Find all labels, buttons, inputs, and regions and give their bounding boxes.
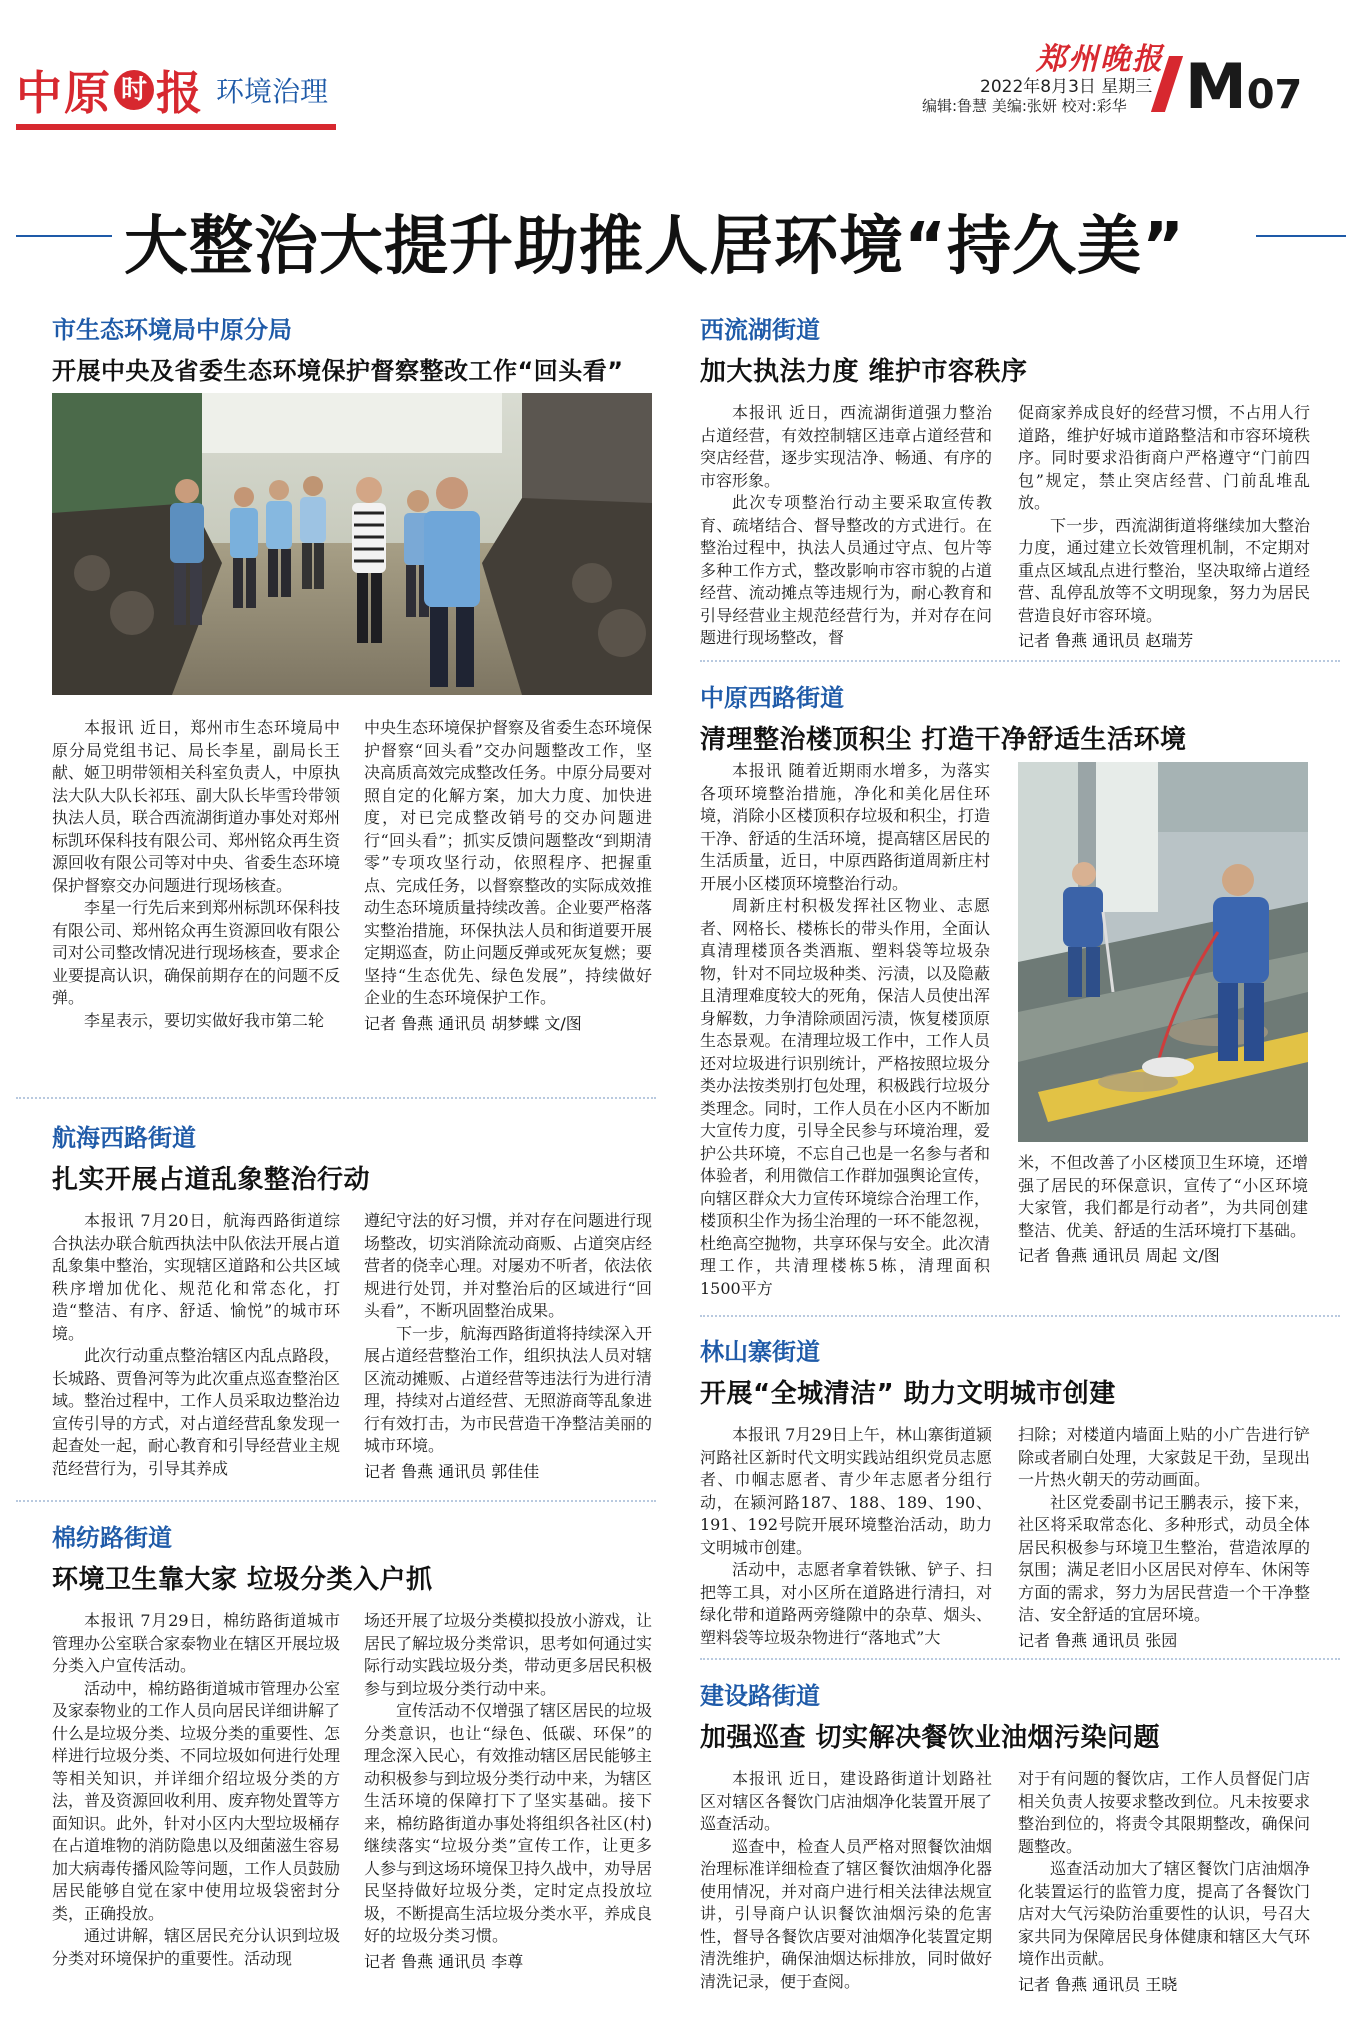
paragraph: 下一步，航海西路街道将持续深入开展占道经营整治工作，组织执法人员对辖区流动摊贩、占道经营等违法行为进行清理，持续对占道经营、无照游商等乱象进行有效打击，为市民营造干净整洁美丽的城市环境。 xyxy=(364,1323,653,1455)
article-headline: 开展“全城清洁” 助力文明城市创建 xyxy=(700,1379,1116,1409)
brand-end: 报 xyxy=(156,66,202,120)
article-column-1 xyxy=(52,717,340,1036)
article-byline: 记者 鲁燕 通讯员 王晓 xyxy=(1018,1974,1178,1994)
article-ecology-bureau-body xyxy=(52,717,652,1036)
article-zhongyuan-west xyxy=(700,678,1340,756)
page-header xyxy=(0,0,1358,140)
paragraph: 遵纪守法的好习惯，并对存在问题进行现场整改，切实消除流动商贩、占道突店经营者的侥幸心理。对屡劝不听者，依法依规进行处罚，并对整治后的区域进行“回头看”，不断巩固整治成果。 xyxy=(364,1211,653,1320)
paragraph: 活动中，棉纺路街道城市管理办公室及家泰物业的工作人员向居民详细讲解了什么是垃圾分类、垃圾分类的重要性、怎样进行垃圾分类、不同垃圾如何进行处理等相关知识，并详细介绍垃圾分类的方法，普及资源回收利用、废弃物处置等方面知识。此外，针对小区内大型垃圾桶存在占道堆物的消防隐患以及细菌滋生容易加大病毒传播风险等问题，工作人员鼓励居民能够自觉在家中使用垃圾袋密封分类，正确投放。 xyxy=(52,1678,341,1923)
section-divider xyxy=(700,1315,1340,1317)
page-title: 大整治大提升助推人居环境“持久美” xyxy=(124,210,1186,284)
article-column-2 xyxy=(1018,1768,1310,1997)
article-byline: 记者 鲁燕 通讯员 周起 文/图 xyxy=(1018,1246,1220,1265)
paragraph: 本报讯 近日，西流湖街道强力整治占道经营，有效控制辖区违章占道经营和突店经营，逐步实现洁净、畅通、有序的市容形象。 xyxy=(700,403,992,490)
article-hanghai-road xyxy=(52,1118,652,1484)
title-rule-left xyxy=(16,235,112,237)
article-byline: 记者 鲁燕 通讯员 李尊 xyxy=(364,1951,524,1971)
article-xiliuhu xyxy=(700,310,1310,653)
article-org: 市生态环境局中原分局 xyxy=(52,316,292,344)
section-divider xyxy=(700,1658,1340,1660)
article-org: 中原西路街道 xyxy=(700,684,844,712)
article-column-2 xyxy=(1018,402,1310,653)
paragraph: 宣传活动不仅增强了辖区居民的垃圾分类意识，也让“绿色、低碳、环保”的理念深入民心，有效推动辖区居民能够主动积极参与到垃圾分类行动中来，为辖区生活环境的保障打下了坚实基础。接下来，棉纺路街道办事处将组织各社区(村)继续落实“垃圾分类”宣传工作，让更多人参与到这场环境保卫持久战中，劝导居民坚持做好垃圾分类，定时定点投放垃圾，不断提高生活垃圾分类水平，养成良好的垃圾分类习惯。 xyxy=(364,1701,653,1945)
rooftop-cleaning-photo xyxy=(1018,762,1308,1142)
article-org: 建设路街道 xyxy=(700,1682,820,1710)
article-headline: 加强巡查 切实解决餐饮业油烟污染问题 xyxy=(700,1723,1161,1753)
article-headline: 环境卫生靠大家 垃圾分类入户抓 xyxy=(52,1565,433,1595)
section-name: 环境治理 xyxy=(216,75,329,108)
section-divider xyxy=(16,1500,656,1502)
page-digits: 07 xyxy=(1246,72,1303,118)
article-byline: 记者 鲁燕 通讯员 赵瑞芳 xyxy=(1018,631,1194,650)
article-headline: 清理整治楼顶积尘 打造干净舒适生活环境 xyxy=(700,725,1187,755)
article-column-2 xyxy=(364,717,652,1036)
main-title-row xyxy=(16,195,1346,285)
article-byline: 记者 鲁燕 通讯员 胡梦蝶 文/图 xyxy=(364,1013,582,1033)
paragraph: 本报讯 近日，郑州市生态环境局中原分局党组书记、局长李星，副局长王献、姬卫明带领相关科室负责人，中原执法大队大队长祁珏、副大队长毕雪玲带领执法人员，联合西流湖街道办事处对郑州标凯环保科技有限公司、郑州铭众再生资源回收有限公司等对中央、省委生态环境保护督察交办问题进行现场核查。 xyxy=(52,718,341,895)
paragraph: 本报讯 7月29日，棉纺路街道城市管理办公室联合家泰物业在辖区开展垃圾分类入户宣传活动。 xyxy=(52,1611,341,1675)
paragraph: 活动中，志愿者拿着铁锹、铲子、扫把等工具，对小区所在道路进行清扫，对绿化带和道路两旁缝隙中的杂草、烟头、塑料袋等垃圾杂物进行“落地式”大 xyxy=(700,1560,992,1647)
article-byline: 记者 鲁燕 通讯员 张园 xyxy=(1018,1630,1178,1650)
brand-main: 中原 xyxy=(16,66,112,120)
article-org: 航海西路街道 xyxy=(52,1124,196,1152)
paragraph: 中央生态环境保护督察及省委生态环境保护督察“回头看”交办问题整改工作，坚决高质高效完成整改任务。中原分局要对照自定的化解方案，加大力度、加快进度，对已完成整改销号的交办问题进行“回头看”；抓实反馈问题整改“到期清零”专项攻坚行动，依照程序、把握重点、完成任务，以督察整改的实际成效推动生态环境质量持续改善。企业要严格落实整治措施，环保执法人员和街道要开展定期巡查，防止问题反弹或死灰复燃；要坚持“生态优先、绿色发展”，持续做好企业的生态环境保护工作。 xyxy=(364,718,653,1007)
article-headline: 开展中央及省委生态环境保护督察整改工作“回头看” xyxy=(52,357,624,385)
paragraph: 扫除；对楼道内墙面上贴的小广告进行铲除或者刷白处理，大家鼓足干劲，呈现出一片热火朝天的劳动画面。 xyxy=(1018,1425,1310,1489)
article-byline: 记者 鲁燕 通讯员 郭佳佳 xyxy=(364,1461,540,1481)
section-divider xyxy=(700,660,1340,662)
paragraph: 本报讯 7月29日上午，林山寨街道颍河路社区新时代文明实践站组织党员志愿者、巾帼志愿者、青少年志愿者分组行动，在颍河路187、188、189、190、191、192号院开展环境整治活动，助力文明城市创建。 xyxy=(700,1425,992,1557)
article-headline: 扎实开展占道乱象整治行动 xyxy=(52,1165,371,1195)
paragraph: 本报讯 7月20日，航海西路街道综合执法办联合航西执法中队依法开展占道乱象集中整治，实现辖区道路和公共区域秩序增加优化、规范化和常态化，打造“整洁、有序、舒适、愉悦”的城市环境。 xyxy=(52,1211,341,1343)
paragraph: 米，不但改善了小区楼顶卫生环境，还增强了居民的环保意识，宣传了“小区环境大家管，我们都是行动者”，为共同创建整洁、优美、舒适的生活环境打下基础。 xyxy=(1018,1153,1308,1240)
article-org: 林山寨街道 xyxy=(700,1338,820,1366)
article-linshanzhai xyxy=(700,1332,1310,1653)
article-zhongyuan-west-col2 xyxy=(1018,1152,1308,1268)
article-column-2 xyxy=(1018,1424,1310,1653)
article-ecology-bureau xyxy=(52,310,662,386)
page-number xyxy=(1185,50,1302,123)
header-red-rule xyxy=(16,124,336,130)
article-org: 西流湖街道 xyxy=(700,316,820,344)
title-rule-right xyxy=(1256,235,1346,237)
article-column-1 xyxy=(52,1210,340,1484)
paragraph: 促商家养成良好的经营习惯，不占用人行道路，维护好城市道路整洁和市容环境秩序。同时要求沿街商户严格遵守“门前四包”规定，禁止突店经营、门前乱堆乱放。 xyxy=(1018,403,1310,512)
paragraph: 下一步，西流湖街道将继续加大整治力度，通过建立长效管理机制，不定期对重点区域乱点进行整治，坚决取缔占道经营、乱停乱放等不文明现象，努力为居民营造良好市容环境。 xyxy=(1018,515,1310,625)
article-column-1 xyxy=(52,1610,340,1974)
newspaper-brand-logo xyxy=(16,60,328,120)
paragraph: 巡查中，检查人员严格对照餐饮油烟治理标准详细检查了辖区餐饮油烟净化器使用情况，并对商户进行相关法律法规宣讲，引导商户认识餐饮油烟污染的危害性，督导各餐饮店要对油烟净化装置定期清洗维护，确保油烟达标排放，同时做好清洗记录，便于查阅。 xyxy=(700,1836,992,1991)
article-column-2 xyxy=(364,1210,652,1484)
article-column-1 xyxy=(700,402,992,653)
page-letter: M xyxy=(1185,50,1247,123)
paragraph: 李星一行先后来到郑州标凯环保科技有限公司、郑州铭众再生资源回收有限公司对公司整改情况进行现场核查，要求企业要提高认识，确保前期存在的问题不反弹。 xyxy=(52,898,341,1007)
paragraph: 本报讯 近日，建设路街道计划路社区对辖区各餐饮门店油烟净化装置开展了巡查活动。 xyxy=(700,1769,992,1833)
paragraph: 此次行动重点整治辖区内乱点路段，长城路、贾鲁河等为此次重点巡查整治区域。整治过程中，工作人员采取边整治边宣传引导的方式，对占道经营乱象发现一起查处一起，耐心教育和引导经营业主规范经营行为，引导其养成 xyxy=(52,1346,341,1478)
article-column-2 xyxy=(364,1610,652,1974)
paragraph: 场还开展了垃圾分类模拟投放小游戏，让居民了解垃圾分类常识，思考如何通过实际行动实践垃圾分类，带动更多居民积极参与到垃圾分类行动中来。 xyxy=(364,1611,653,1698)
paragraph: 本报讯 随着近期雨水增多，为落实各项环境整治措施，净化和美化居住环境，消除小区楼顶积存垃圾和积尘，打造干净、舒适的生活环境，提高辖区居民的生活质量，近日，中原西路街道周新庄村开展小区楼顶环境整治行动。 xyxy=(700,761,990,893)
article-org: 棉纺路街道 xyxy=(52,1524,172,1552)
brand-circle: 时 xyxy=(114,70,154,110)
section-divider xyxy=(16,1097,656,1099)
article-column-1 xyxy=(700,1424,992,1653)
editor-line: 编辑:鲁慧 美编:张妍 校对:彩华 xyxy=(922,97,1127,115)
article-mianfang-road xyxy=(52,1518,652,1974)
inspection-photo xyxy=(52,393,652,695)
paragraph: 通过讲解，辖区居民充分认识到垃圾分类对环境保护的重要性。活动现 xyxy=(52,1926,341,1968)
article-jianshe-road xyxy=(700,1676,1310,1997)
article-headline: 加大执法力度 维护市容秩序 xyxy=(700,357,1028,387)
article-zhongyuan-west-col1 xyxy=(700,760,1000,1300)
paragraph: 此次专项整治行动主要采取宣传教育、疏堵结合、督导整改的方式进行。在整治过程中，执法人员通过守点、包片等多种工作方式，整改影响市容市貌的占道经营、流动摊点等违规行为，耐心教育和引导经营业主规范经营行为，并对存在问题进行现场整改，督 xyxy=(700,493,992,647)
date-line: 2022年8月3日 星期三 xyxy=(980,77,1153,97)
paragraph: 周新庄村积极发挥社区物业、志愿者、网格长、楼栋长的带头作用，全面认真清理楼顶各类酒瓶、塑料袋等垃圾杂物，针对不同垃圾种类、污渍，以及隐蔽且清理难度较大的死角，保洁人员使出浑身解数，力争清除顽固污渍，恢复楼顶原生态景观。在清理垃圾工作中，工作人员还对垃圾进行识别统计，严格按照垃圾分类办法按类别打包处理，积极践行垃圾分类理念。同时，工作人员在小区内不断加大宣传力度，引导全民参与环境治理，爱护公共环境，不忘自己也是一名参与者和体验者，利用微信工作群加强舆论宣传，向辖区群众大力宣传环境综合治理工作，楼顶积尘作为扬尘治理的一环不能忽视，杜绝高空抛物，共享环保与安全。此次清理工作，共清理楼栋5栋，清理面积1500平方 xyxy=(700,896,990,1298)
article-column-1 xyxy=(700,1768,992,1997)
masthead-signature-logo: 郑州晚报 xyxy=(1036,42,1164,77)
article-column-1 xyxy=(700,760,990,1300)
article-column-2 xyxy=(1018,1152,1308,1268)
paragraph: 李星表示，要切实做好我市第二轮 xyxy=(84,1010,325,1030)
paragraph: 对于有问题的餐饮店，工作人员督促门店相关负责人按要求整改到位。凡未按要求整治到位的，将责令其限期整改，确保问题整改。 xyxy=(1018,1769,1310,1856)
paragraph: 社区党委副书记王鹏表示，接下来，社区将采取常态化、多种形式，动员全体居民积极参与环境卫生整治，营造浓厚的氛围；满足老旧小区居民对停车、休闲等方面的需求，努力为居民营造一个干净整洁、安全舒适的宜居环境。 xyxy=(1018,1492,1310,1624)
paragraph: 巡查活动加大了辖区餐饮门店油烟净化装置运行的监管力度，提高了各餐饮门店对大气污染防治重要性的认识，号召大家共同为保障居民身体健康和辖区大气环境作出贡献。 xyxy=(1018,1859,1310,1968)
